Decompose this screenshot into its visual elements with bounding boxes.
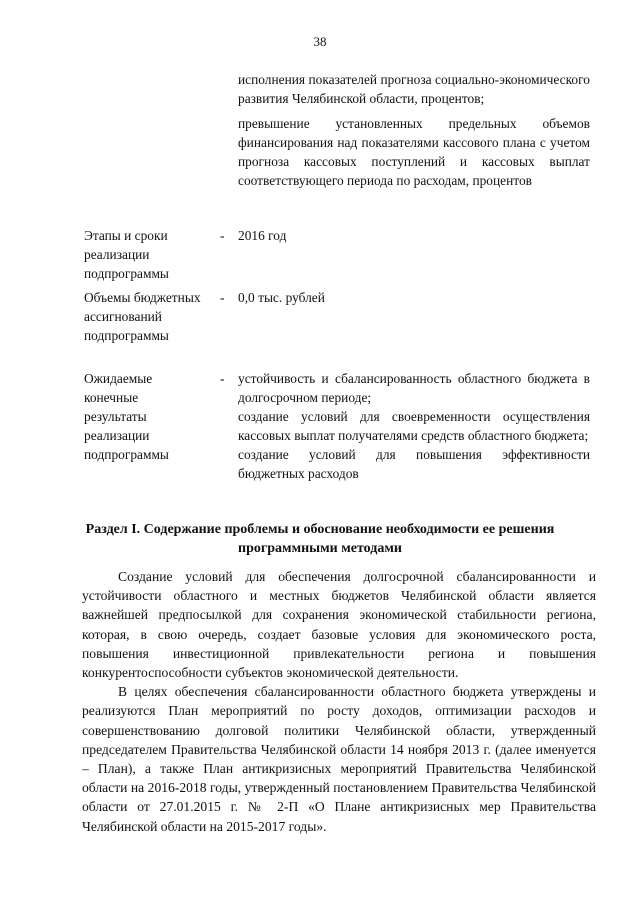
- row-dash: -: [220, 371, 225, 386]
- value-item: создание условий для своевременности осуществления кассовых выплат получателями средств областного бюджета;: [238, 409, 590, 443]
- row-value: [238, 288, 590, 307]
- row-label: Ожидаемые конечные результаты реализации подпрограммы: [84, 371, 169, 462]
- value-item: создание условий для повышения эффективности бюджетных расходов: [238, 447, 590, 481]
- row-value: [238, 369, 590, 483]
- row-label: Объемы бюджетных ассигнований подпрограммы: [84, 290, 201, 343]
- continuation-text: исполнения показателей прогноза социально-экономического развития Челябинской области, процентов;: [238, 72, 590, 106]
- row-value: [238, 226, 590, 245]
- value-item: устойчивость и сбалансированность областного бюджета в долгосрочном периоде;: [238, 371, 590, 405]
- section-title: Раздел I. Содержание проблемы и обоснование необходимости ее решения программными методами: [85, 522, 555, 556]
- value-item: 2016 год: [238, 228, 287, 243]
- row-label: Этапы и сроки реализации подпрограммы: [84, 228, 169, 281]
- body-paragraph: В целях обеспечения сбалансированности областного бюджета утверждены и реализуются План мероприятий по росту доходов, оптимизации расходов и совершенствованию долговой политики Челябинской области, утвержденный председателем Правительства Челябинской области 14 ноября 2013 г. (далее именуется – План), а также План антикризисных мероприятий Правительства Челябинской области на 2016-2018 годы, утвержденный постановлением Правительства Челябинской области от 27.01.2015 г. № 2-П «О Плане антикризисных мер Правительства Челябинской области на 2015-2017 годы».: [82, 684, 596, 834]
- page-number: 38: [313, 34, 327, 49]
- passport-continuation: [238, 70, 590, 190]
- row-dash: -: [220, 290, 225, 305]
- value-item: 0,0 тыс. рублей: [238, 290, 325, 305]
- row-dash: -: [220, 228, 225, 243]
- body-paragraph: Создание условий для обеспечения долгосрочной сбалансированности и устойчивости областного и местных бюджетов Челябинской области является важнейшей предпосылкой для сохранения экономической стабильности региона, которая, в свою очередь, создает базовые условия для экономического роста, повышения инвестиционной привлекательности региона и повышения конкурентоспособности субъектов экономической деятельности.: [82, 569, 596, 681]
- section-body: [82, 567, 596, 836]
- continuation-text: превышение установленных предельных объемов финансирования над показателями кассового плана с учетом прогноза кассовых поступлений и кассовых выплат соответствующего периода по расходам, процентов: [238, 116, 590, 188]
